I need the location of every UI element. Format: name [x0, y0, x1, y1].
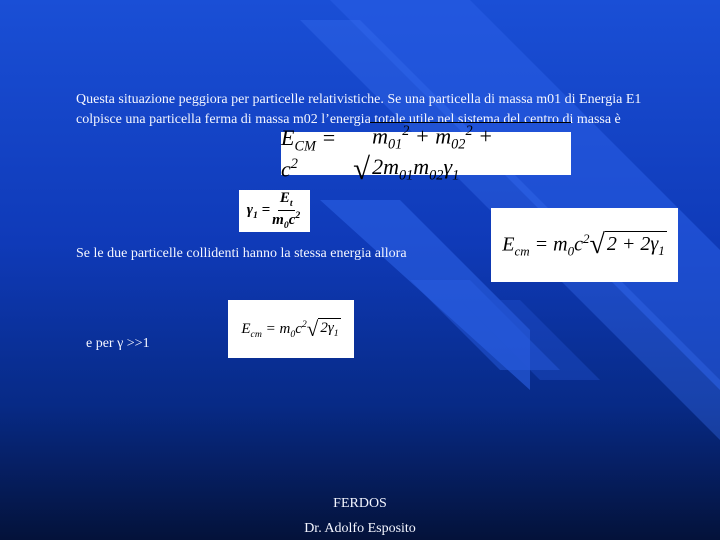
- footer-author: Dr. Adolfo Esposito: [304, 521, 416, 536]
- equal-energy-paragraph: Se le due particelle collidenti hanno la stessa energia allora: [76, 246, 407, 261]
- equation-gamma1: $\gamma_1$ = $\frac{E_t}{m_0c^2}$: [239, 190, 310, 232]
- high-gamma-label: e per γ >>1: [86, 336, 150, 351]
- equation-ecm-equal-energy: $E_{cm} = m_0c^2$ √ $2 + 2\gamma_1$: [491, 208, 678, 282]
- footer-organization: FERDOS: [333, 496, 387, 511]
- equation-ecm-general: $E_{CM} = c^2$ √ $m_{01}^2 + m_{02}^2 + 2m_{01}m_{02}\gamma_1$: [281, 132, 571, 175]
- intro-paragraph: Questa situazione peggiora per particelle relativistiche. Se una particella di massa m01 di Energia E1 colpisce una particella ferma di massa m02 l’energia totale utile nel sistema del centro di massa è: [76, 92, 642, 127]
- equation-ecm-high-gamma: $E_{cm} = m_0c^2$ √ $2\gamma_1$: [228, 300, 354, 358]
